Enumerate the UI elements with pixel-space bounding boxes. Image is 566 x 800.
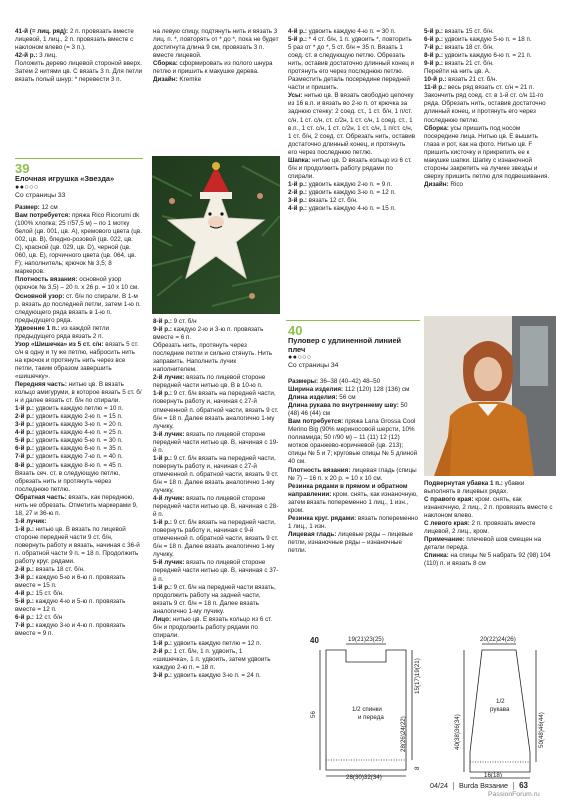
instruction-label: 4-й лучик: — [153, 495, 185, 503]
instruction-paragraph — [424, 552, 556, 568]
instruction-text: удвоить каждую 3-ю п. = 24 п. — [171, 672, 261, 680]
pullover-model-photo — [424, 316, 556, 476]
instruction-label: Плотность вязания: — [288, 466, 351, 474]
instruction-label: 6-й р.: — [15, 445, 34, 453]
instruction-paragraph — [288, 386, 418, 394]
instruction-text: на спицы № 5 набрать 92 (98) 104 (110) п. и вязать 8 см — [424, 552, 551, 568]
footer-divider — [453, 782, 454, 790]
instruction-label: Узор «Шишечка» из 5 ст. с/н: — [15, 340, 104, 348]
instruction-text: каждую 3-ю и 4-ю п. провязать вместе = 9 п. — [15, 622, 126, 638]
instruction-paragraph — [288, 418, 418, 466]
instruction-paragraph — [288, 467, 418, 483]
dim-label: 40(38)36(34) — [454, 714, 461, 750]
instruction-text: удвоить каждую 4-ю п. = 30 п. — [306, 28, 396, 35]
instruction-paragraph — [424, 84, 554, 124]
instruction-label: 1-й лучик: — [15, 517, 47, 525]
instruction-label: Дизайн: — [424, 180, 449, 188]
instruction-paragraph — [15, 204, 143, 212]
section-number: 40 — [288, 323, 303, 338]
instruction-label: 6-й р.: — [15, 614, 34, 622]
page-reference: Со страницы 34 — [288, 362, 339, 370]
instruction-text: вязать по лицевой стороне передней части нитью цв. B, начиная с 28-й п. — [153, 495, 279, 519]
section-title: Пуловер с удлиненной линией плеч — [288, 336, 402, 354]
instruction-paragraph — [153, 60, 279, 76]
instruction-paragraph — [288, 157, 416, 181]
instruction-label: 5-й р.: — [288, 36, 307, 44]
instruction-text: удвоить каждую 4-ю п. = 25 п. — [33, 429, 123, 437]
instruction-text: основной узор (крючок № 3,5) – 20 п. x 26 р. = 10 x 10 см. — [15, 276, 139, 292]
page-number: 63 — [519, 781, 528, 790]
instruction-text: сформировать из полого шнура петлю и пришить к макушке дерева. — [153, 60, 273, 76]
col3-main-list — [288, 378, 418, 555]
col4-main-list — [424, 480, 556, 569]
instruction-label: Передняя часть: — [15, 381, 67, 389]
instruction-paragraph — [424, 181, 554, 189]
dim-label: 16(18) — [484, 772, 502, 779]
instruction-text: 56 см — [337, 394, 356, 402]
instruction-text: удвоить каждую 4-ю п. = 15 п. — [306, 205, 396, 213]
instruction-label: 2-й р.: — [15, 566, 34, 574]
instruction-label: Резинка круг. рядами: — [288, 514, 357, 522]
instruction-paragraph — [15, 494, 143, 518]
instruction-label: Лицо: — [153, 615, 172, 623]
instruction-text: на левую спицу, подтянуть нить и вязать 3 лиц. п. *, повторять от * до *, пока не будет достигнута длина 9 см, провязать 3 п. вместе лицевой. — [153, 28, 279, 60]
instruction-label: 1-й р.: — [288, 180, 307, 188]
instruction-label: 10-й р.: — [424, 76, 447, 84]
instruction-text: удвоить каждую 2-ю п. = 9 п. — [306, 180, 393, 188]
dim-label: 28(26)24(22) — [400, 716, 407, 752]
instruction-paragraph — [153, 326, 279, 342]
instruction-label: 9-й р.: — [424, 60, 443, 68]
instruction-text: пряжа Rico Ricorumi dk (100% хлопка; 25 г/57,5 м) – по 1 мотку белой (цв. 001, цв. A), кремового цвета (цв. 002, цв. B), бледно-розовой (цв. 022, цв. C), красной (цв. 029, цв. D), черной (цв. 060, цв. E), горчичного цвета (цв. 064, цв. F); наполнитель; крючок № 3,5; 8 маркеров. — [15, 212, 142, 276]
instruction-paragraph — [15, 325, 143, 341]
instruction-label: 7-й р.: — [15, 622, 34, 630]
instruction-paragraph — [424, 520, 556, 536]
instruction-paragraph — [15, 60, 143, 84]
instruction-paragraph — [15, 381, 143, 405]
dim-label: 50(48)46(44) — [538, 712, 545, 748]
instruction-label: Ширина изделия: — [288, 386, 344, 394]
instruction-text: 9 ст. б/н вязать на передней части, повернуть работу и, начиная с 9-й отмеченной п. обратной части, вязать 9 ст. б/н = 18 п. Далее вязать аналогично 1-му лучику. — [153, 519, 279, 559]
instruction-label: Обратная часть: — [15, 493, 67, 501]
instruction-text: удвоить каждую 8-ю п. = 45 п. Вязать сеч. ст. в следующую петлю, обрезать нить и протянуть через последнюю петлю. — [15, 461, 123, 493]
instruction-paragraph — [153, 616, 279, 640]
instruction-label: Вам потребуется: — [15, 212, 71, 220]
body-label: 1/2 спинки — [352, 706, 382, 713]
instruction-text: 9 ст. б/н на передней части вязать, продолжить работу на задней части, вязать 9 ст. б/н = 18 п. Далее вязать аналогично 1-му лучику. — [153, 583, 276, 615]
issue-number: 04/24 — [430, 781, 448, 790]
col1-main-text — [15, 204, 143, 639]
instruction-paragraph — [288, 28, 416, 36]
instruction-label: Плотность вязания: — [15, 276, 78, 284]
col2-top-list — [153, 28, 279, 84]
instruction-text: кром. снять, как изнаночную, 2 лиц., 2 п. провязать вместе с наклоном влево. — [424, 496, 553, 520]
instruction-text: нитью цв. D вязать кольцо из 6 ст. б/н и продолжить работу рядами по спирали. — [288, 156, 412, 180]
instruction-label: 3-й р.: — [153, 672, 172, 680]
instruction-text: нитью цв. E вязать кольцо из 6 ст. б/н и продолжить работу рядами по спирали. — [153, 615, 273, 639]
instruction-text: * 4 ст. б/н, 1 п. удвоить *, повторить 5 раз от * до *, 5 ст. б/н = 35 п. Вязать 1 соед. ст. в следующую петлю. Обрезать нить, оставив достаточно длинный конец и протянуть его через последнюю петлю. Разместить деталь посередине передней части и пришить. — [288, 36, 415, 92]
instruction-label: Длина рукава по внутреннему шву: — [288, 402, 399, 410]
difficulty-dots: ●●○○○ — [15, 183, 39, 191]
instruction-label: 3-й р.: — [15, 421, 34, 429]
instruction-paragraph — [153, 519, 279, 559]
instruction-text: вязать 21 ст. б/н. — [442, 60, 494, 68]
instruction-paragraph — [15, 28, 143, 52]
instruction-paragraph — [153, 455, 279, 495]
instruction-paragraph — [288, 205, 416, 213]
instruction-label: 2-й лучик: — [153, 374, 185, 382]
instruction-text: удвоить каждую 6-ю п. = 35 п. — [33, 445, 123, 453]
instruction-label: Подвернутая убавка 1 п.: — [424, 480, 503, 487]
instruction-label: 7-й р.: — [15, 453, 34, 461]
instruction-text: весь ряд вязать ст. с/н = 21 п. Закончить ряд соед. ст. в 1-й ст. с/н 11-го ряда. Обрезать нить, оставив достаточно длинный конец, и протянуть его через последнюю петлю. — [424, 84, 546, 124]
instruction-label: 6-й р.: — [424, 36, 443, 44]
instruction-paragraph — [424, 52, 554, 60]
instruction-label: 42-й р.: — [15, 52, 38, 60]
section-number: 39 — [15, 161, 30, 176]
instruction-paragraph — [153, 584, 279, 616]
instruction-label: 8-й р.: — [424, 52, 443, 60]
instruction-text: удвоить каждую 5-ю п. = 18 п. — [442, 36, 532, 44]
instruction-text: нитью цв. B вязать кольцо амигуруми, в которое вязать 5 ст. б/н и далее вязать ст. б/н по спирали. — [15, 381, 142, 405]
instruction-label: Сборка: — [424, 124, 449, 132]
instruction-text: ст. б/н по спирали. В 1-м р. вязать до последней петли, затем 1-ю п. следующего ряда вязать в 1-ю п. предыдущего ряда. — [15, 292, 141, 324]
dim-label: 19(21)23(25) — [348, 636, 384, 643]
instruction-paragraph — [424, 28, 554, 36]
page-footer — [430, 781, 560, 790]
instruction-paragraph — [153, 559, 279, 583]
instruction-text: 15 ст. б/н. — [33, 590, 64, 598]
instruction-paragraph — [288, 394, 418, 402]
instruction-label: 3-й р.: — [288, 196, 307, 204]
instruction-text: вязать по лицевой стороне передней части нитью цв. B, начиная с 19-й п. — [153, 430, 279, 454]
instruction-paragraph — [15, 526, 143, 566]
instruction-text: Перейти на нить цв. A. — [424, 68, 491, 76]
instruction-paragraph — [153, 648, 279, 672]
instruction-paragraph — [424, 480, 556, 496]
instruction-text: удвоить каждую 5-ю п. = 30 п. — [33, 437, 123, 445]
instruction-paragraph — [15, 453, 143, 461]
instruction-text: вязать по лицевой стороне передней части нитью цв. B, начиная с 37-й п. — [153, 559, 279, 583]
instruction-label: Основной узор: — [15, 292, 65, 300]
instruction-paragraph — [15, 622, 143, 638]
instruction-label: Резинка рядами в прямом и обратном направлении: — [288, 482, 408, 498]
instruction-text: вязать 18 ст. б/н. — [442, 44, 494, 52]
instruction-paragraph — [15, 598, 143, 614]
instruction-paragraph — [15, 293, 143, 325]
col1-top-list — [15, 28, 143, 84]
instruction-text: удвоить каждую 7-ю п. = 40 п. — [33, 453, 123, 461]
instruction-text: 9 ст. б/н — [171, 318, 197, 325]
col1-main-list — [15, 204, 143, 639]
instruction-label: Лицевая гладь: — [288, 530, 337, 538]
instruction-paragraph — [153, 390, 279, 430]
instruction-paragraph — [15, 518, 143, 526]
instruction-text: Обрезать нить, протянуть через последние петли и сильно стянуть. Нить заправить. Наполнить лучик наполнителем. — [153, 342, 272, 374]
instruction-text: 9 ст. б/н вязать на передней части, повернуть работу и, начиная с 27-й отмеченной п. обратной части, вязать 9 ст. б/н = 18 п. Далее вязать аналогично 1-му лучику. — [153, 390, 279, 430]
instruction-text: Rico — [448, 180, 464, 188]
instruction-text: каждую 5-ю и 6-ю п. провязать вместе = 15 п. — [15, 574, 126, 590]
instruction-label: 5-й лучик: — [153, 559, 185, 567]
instruction-text: вязать, как переднюю, нить не обрезать. Отметить маркерами 9, 18, 27 и 36-ю п. — [15, 493, 138, 517]
instruction-label: 4-й р.: — [15, 429, 34, 437]
instruction-text: вязать 12 ст. б/н. — [306, 196, 358, 204]
instruction-paragraph — [288, 36, 416, 92]
instruction-text: 1 ст. б/н, 1 п. удвоить, 1 «шишечка», 1 п. удвоить, затем удвоить каждую 2-ю п. = 18 п. — [153, 647, 271, 672]
col3-top-text — [288, 28, 416, 213]
instruction-text: убавки выполнять в лицевых рядах. — [424, 480, 525, 496]
instruction-label: Спинка: — [424, 552, 449, 560]
instruction-text: 3 лиц. — [37, 52, 57, 60]
instruction-paragraph — [288, 531, 418, 555]
instruction-paragraph — [153, 28, 279, 60]
instruction-paragraph — [153, 640, 279, 648]
difficulty-dots: ●●○○○ — [288, 354, 312, 362]
instruction-paragraph — [288, 483, 418, 515]
instruction-paragraph — [288, 378, 418, 386]
instruction-paragraph — [288, 181, 416, 189]
instruction-text: Kremke — [177, 76, 202, 84]
instruction-label: Сборка: — [153, 60, 178, 68]
instruction-text: плечевой шов смещен на детали переда. — [424, 536, 542, 552]
instruction-text: 2 п. провязать вместе лицевой, 1 лиц., 2 п. провязать вместе с наклоном влево (= 3 п.). — [15, 28, 134, 52]
instruction-text: удвоить каждую петлю = 10 п. — [33, 405, 124, 413]
instruction-text: кром. снять, как изнаночную, затем вязать попеременно 1 лиц., 1 изн., кром. — [288, 490, 418, 514]
instruction-label: 5-й р.: — [424, 28, 443, 35]
instruction-label: 3-й р.: — [15, 574, 34, 582]
instruction-paragraph — [15, 212, 143, 276]
instruction-paragraph — [15, 566, 143, 574]
col2-main-list — [153, 318, 279, 680]
instruction-paragraph — [288, 402, 418, 418]
sleeve-label: 1/2 — [496, 698, 505, 705]
instruction-label: 4-й р.: — [15, 590, 34, 598]
footer-divider — [513, 782, 514, 790]
instruction-text: вязать попеременно 1 лиц., 1 изн. — [288, 514, 418, 530]
col4-main-text — [424, 480, 556, 569]
instruction-paragraph — [153, 342, 279, 374]
instruction-label: 1-й р.: — [153, 583, 172, 591]
instruction-label: Вам потребуется: — [288, 418, 344, 426]
instruction-label: Дизайн: — [153, 76, 178, 84]
instruction-label: С правого края: — [424, 496, 474, 504]
instruction-text: удвоить каждую 3-ю п. = 20 п. — [33, 421, 123, 429]
instruction-label: 1-й р.: — [153, 390, 172, 398]
section-rule — [15, 158, 143, 159]
dim-label: 20(22)24(26) — [480, 636, 516, 643]
section-40-header — [288, 324, 416, 371]
section-title: Елочная игрушка «Звезда» — [15, 174, 115, 183]
instruction-label: 1-й р.: — [15, 405, 34, 413]
col3-main-text — [288, 378, 418, 555]
col2-top-text — [153, 28, 279, 84]
instruction-text: нитью цв. B вязать свободно цепочку из 16 в.п. и вязать во 2-ю п. от крючка за заднюю стенку: 2 соед. ст., 1 ст. б/н, 1 п/ст. с/н, 1 ст. с/н, ст. с/2н, 1 ст. с/н, 1 соед. ст., 1 в.п., 1 ст. с/н, 1 ст. с/2н, 1 ст. с/н, 1 п/ст. с/н, 1 ст. б/н, 2 соед. ст. Обрезать нить, оставив достаточно длинный конец, и протянуть его через последнюю петлю. — [288, 92, 416, 156]
instruction-paragraph — [424, 44, 554, 52]
instruction-text: 12 ст. б/н — [33, 614, 63, 622]
instruction-text: пряжа Lana Grossa Cool Merino Big (90% мериносовой шерсти, 10% полиамида; 50 г/90 м) – 11 (11) 12 (12) мотков оранжево-коричневой (цв. 213); спицы № 5 и 7; круговые спицы № 5 длиной 40 см. — [288, 418, 418, 466]
instruction-label: 1-й р.: — [153, 639, 172, 647]
instruction-text: вязать 5 ст. с/н в одну и ту же петлю, набросить нить на крючок и протянуть нить через все петли, таким образом завершить «шишечку». — [15, 340, 139, 380]
instruction-text: 12 см — [39, 204, 58, 211]
instruction-paragraph — [424, 125, 554, 181]
instruction-label: 1-й р.: — [15, 525, 34, 533]
dim-label: 28(30)32(34) — [346, 774, 382, 781]
instruction-paragraph — [153, 431, 279, 455]
instruction-text: удвоить каждую 2-ю п. = 15 п. — [33, 413, 123, 421]
instruction-text: нитью цв. B вязать по лицевой стороне передней части 9 ст. б/н, повернуть работу и вязать, начиная с 36-й п. обратной части 9 п. = 18 п. Продолжить работу круг. рядами. — [15, 525, 140, 566]
instruction-label: 4-й р.: — [288, 28, 307, 35]
instruction-label: 11-й р.: — [424, 84, 447, 92]
instruction-text: лицевая гладь (спицы № 7) – 16 п. x 20 р. = 10 x 10 см. — [288, 466, 417, 482]
section-39-header — [15, 162, 143, 200]
dim-label: 8 — [414, 766, 421, 770]
instruction-paragraph — [288, 189, 416, 197]
instruction-paragraph — [424, 496, 556, 520]
instruction-text: удвоить каждую петлю = 12 п. — [171, 639, 262, 647]
dim-label: 56 — [310, 711, 317, 718]
instruction-paragraph — [288, 197, 416, 205]
instruction-paragraph — [15, 405, 143, 413]
instruction-text: усы пришить под носом посередине лица. Нитью цв. E вышить глаза и рот, как на фото. Нитью цв. F пришить кисточку и прикрепить ее к макушке шапки. Шапку с изнаночной стороны закрепить на лучике звезды и сверху пришить петлю для подвешивания. — [424, 124, 550, 180]
instruction-label: 7-й р.: — [424, 44, 443, 52]
instruction-text: удвоить каждую 3-ю п. = 12 п. — [306, 188, 396, 196]
instruction-text: вязать по лицевой стороне передней части нитью цв. B в 10-ю п. — [153, 374, 266, 390]
col3-top-list — [288, 28, 416, 213]
schematic-diagram — [286, 632, 556, 782]
pattern-schematic — [286, 632, 556, 782]
sleeve-label: рукава — [490, 706, 510, 713]
instruction-text: лицевые ряды – лицевые петли, изнаночные ряды – изнаночные петли. — [288, 530, 414, 554]
instruction-label: 9-й р.: — [153, 326, 172, 334]
col2-main-text — [153, 318, 279, 680]
col4-top-text — [424, 28, 554, 189]
instruction-paragraph — [153, 318, 279, 326]
instruction-label: Размеры: — [288, 378, 319, 385]
instruction-paragraph — [153, 374, 279, 390]
instruction-text: 112 (120) 128 (136) см — [343, 386, 410, 394]
instruction-paragraph — [15, 462, 143, 494]
instruction-text: вязать 15 ст. б/н. — [442, 28, 494, 35]
instruction-text: каждую 2-ю и 3-ю п. провязать вместе = 6 п. — [153, 326, 264, 342]
instruction-text: удвоить каждую 6-ю п. = 21 п. — [442, 52, 532, 60]
instruction-label: 8-й р.: — [153, 318, 172, 325]
instruction-paragraph — [424, 536, 556, 552]
instruction-paragraph — [15, 574, 143, 590]
instruction-label: 4-й р.: — [288, 205, 307, 213]
instruction-paragraph — [15, 276, 143, 292]
instruction-label: 3-й лучик: — [153, 430, 185, 438]
instruction-text: 9 ст. б/н вязать на передней части, повернуть работу и, начиная с 27-й отмеченной п. обратной части, вязать 9 ст. б/н = 18 п. Далее вязать аналогично 1-му лучику. — [153, 454, 279, 494]
instruction-label: 8-й р.: — [15, 461, 34, 469]
instruction-text: вязать 18 ст. б/н. — [33, 566, 85, 574]
instruction-label: 5-й р.: — [15, 598, 34, 606]
figure-number: 40 — [310, 636, 319, 645]
instruction-label: 41-й (= лиц. ряд): — [15, 28, 69, 35]
instruction-label: 2-й р.: — [153, 647, 172, 655]
instruction-paragraph — [15, 52, 143, 60]
instruction-label: 1-й р.: — [153, 454, 172, 462]
instruction-label: С левого края: — [424, 520, 470, 528]
col1-top-text — [15, 28, 143, 84]
instruction-paragraph — [153, 672, 279, 680]
col4-top-list — [424, 28, 554, 189]
instruction-paragraph — [424, 36, 554, 44]
magazine-name: Burda Вязание — [459, 781, 509, 790]
instruction-label: Удвоение 1 п.: — [15, 324, 60, 332]
instruction-label: 2-й р.: — [15, 413, 34, 421]
body-label: и переда — [358, 714, 384, 721]
page-reference: Со страницы 33 — [15, 191, 66, 199]
instruction-label: Длина изделия: — [288, 394, 338, 402]
instruction-text: вязать 21 ст. б/н. — [446, 76, 498, 84]
dim-label: 15(17)19(21) — [414, 658, 421, 694]
instruction-label: 5-й р.: — [15, 437, 34, 445]
instruction-label: Усы: — [288, 92, 303, 100]
instruction-paragraph — [153, 76, 279, 84]
instruction-text: из каждой петли предыдущего ряда вязать 2 п. — [15, 324, 110, 340]
instruction-paragraph — [153, 495, 279, 519]
instruction-label: 2-й р.: — [288, 188, 307, 196]
instruction-text: каждую 4-ю и 5-ю п. провязать вместе = 12 п. — [15, 598, 126, 614]
instruction-label: Размер: — [15, 204, 40, 211]
instruction-paragraph — [288, 92, 416, 156]
star-ornament-photo — [152, 156, 280, 314]
instruction-label: Примечание: — [424, 536, 465, 544]
instruction-paragraph — [15, 341, 143, 381]
section-rule — [286, 320, 420, 321]
instruction-label: Шапка: — [288, 156, 311, 164]
instruction-text: Положить дерево лицевой стороной вверх. Затем 2 нитями цв. C вязать 3 п. Для петли вязать полый шнур: * перевести 3 п. — [15, 60, 143, 84]
instruction-label: 1-й р.: — [153, 519, 172, 527]
instruction-text: 50 (48) 46 (44) см — [288, 402, 408, 418]
instruction-text: 36–38 (40–42) 48–50 — [318, 378, 381, 385]
instruction-paragraph — [288, 515, 418, 531]
instruction-text: 2 п. провязать вместе лицевой, 2 лиц., кром. — [424, 520, 536, 536]
watermark: PassionForum.ru — [488, 791, 540, 798]
